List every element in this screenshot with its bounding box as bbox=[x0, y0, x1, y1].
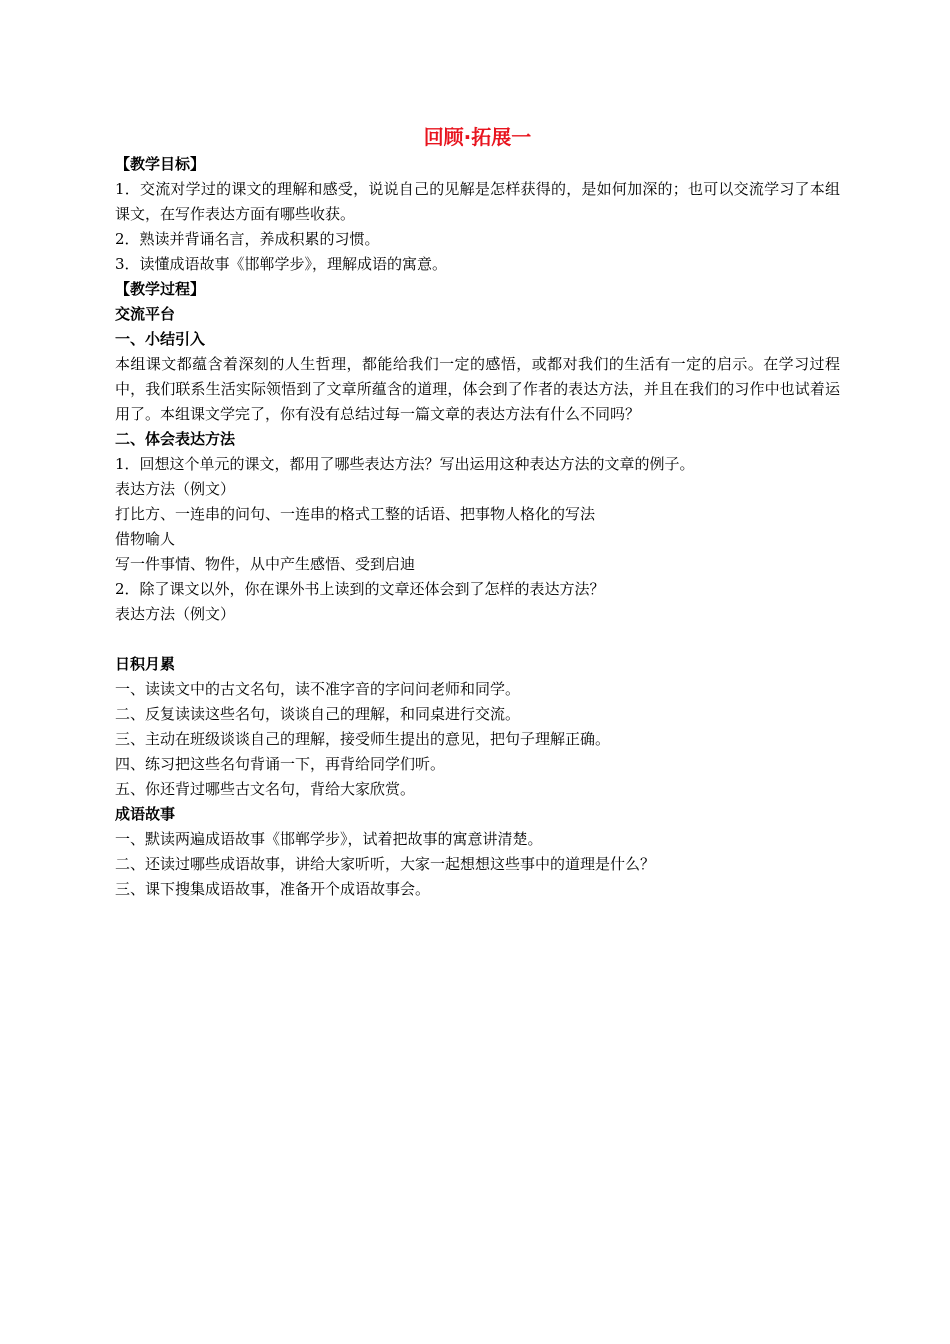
intro-paragraph: 本组课文都蕴含着深刻的人生哲理，都能给我们一定的感悟，或都对我们的生活有一定的启示。在学习过程中，我们联系生活实际领悟到了文章所蕴含的道理，体会到了作者的表达方法，并且在我们的习作中也试着运用了。本组课文学完了，你有没有总结过每一篇文章的表达方法有什么不同吗？ bbox=[115, 355, 840, 423]
method-line: 表达方法（例文） bbox=[115, 480, 236, 498]
objective-item: 2．熟读并背诵名言，养成积累的习惯。 bbox=[115, 230, 380, 248]
process-heading: 【教学过程】 bbox=[115, 280, 206, 298]
method-line: 写一件事情、物件，从中产生感悟、受到启迪 bbox=[115, 555, 416, 573]
document-page bbox=[115, 122, 840, 902]
intro-heading: 一、小结引入 bbox=[115, 330, 206, 348]
daily-item: 三、主动在班级谈谈自己的理解，接受师生提出的意见，把句子理解正确。 bbox=[115, 730, 611, 748]
spacer bbox=[115, 627, 840, 652]
method-line: 2．除了课文以外，你在课外书上读到的文章还体会到了怎样的表达方法？ bbox=[115, 580, 605, 598]
objective-item: 3．读懂成语故事《邯郸学步》，理解成语的寓意。 bbox=[115, 255, 448, 273]
daily-heading: 日积月累 bbox=[115, 655, 176, 673]
method-line: 借物喻人 bbox=[115, 530, 176, 548]
objective-item: 1．交流对学过的课文的理解和感受，说说自己的见解是怎样获得的，是如何加深的；也可以交流学习了本组课文，在写作表达方面有哪些收获。 bbox=[115, 180, 840, 223]
method-line: 打比方、一连串的问句、一连串的格式工整的话语、把事物人格化的写法 bbox=[115, 505, 596, 523]
method-line: 表达方法（例文） bbox=[115, 605, 236, 623]
daily-item: 四、练习把这些名句背诵一下，再背给同学们听。 bbox=[115, 755, 446, 773]
idiom-item: 二、还读过哪些成语故事，讲给大家听听，大家一起想想这些事中的道理是什么？ bbox=[115, 855, 656, 873]
platform-heading: 交流平台 bbox=[115, 305, 176, 323]
idiom-item: 三、课下搜集成语故事，准备开个成语故事会。 bbox=[115, 880, 431, 898]
daily-item: 一、读读文中的古文名句，读不准字音的字问问老师和同学。 bbox=[115, 680, 521, 698]
idiom-item: 一、默读两遍成语故事《邯郸学步》，试着把故事的寓意讲清楚。 bbox=[115, 830, 543, 848]
objectives-heading: 【教学目标】 bbox=[115, 155, 206, 173]
daily-item: 二、反复读读这些名句，谈谈自己的理解，和同桌进行交流。 bbox=[115, 705, 521, 723]
daily-item: 五、你还背过哪些古文名句，背给大家欣赏。 bbox=[115, 780, 416, 798]
document-title: 回顾·拓展一 bbox=[423, 125, 532, 149]
method-line: 1．回想这个单元的课文，都用了哪些表达方法？写出运用这种表达方法的文章的例子。 bbox=[115, 455, 695, 473]
method-heading: 二、体会表达方法 bbox=[115, 430, 236, 448]
idiom-heading: 成语故事 bbox=[115, 805, 176, 823]
